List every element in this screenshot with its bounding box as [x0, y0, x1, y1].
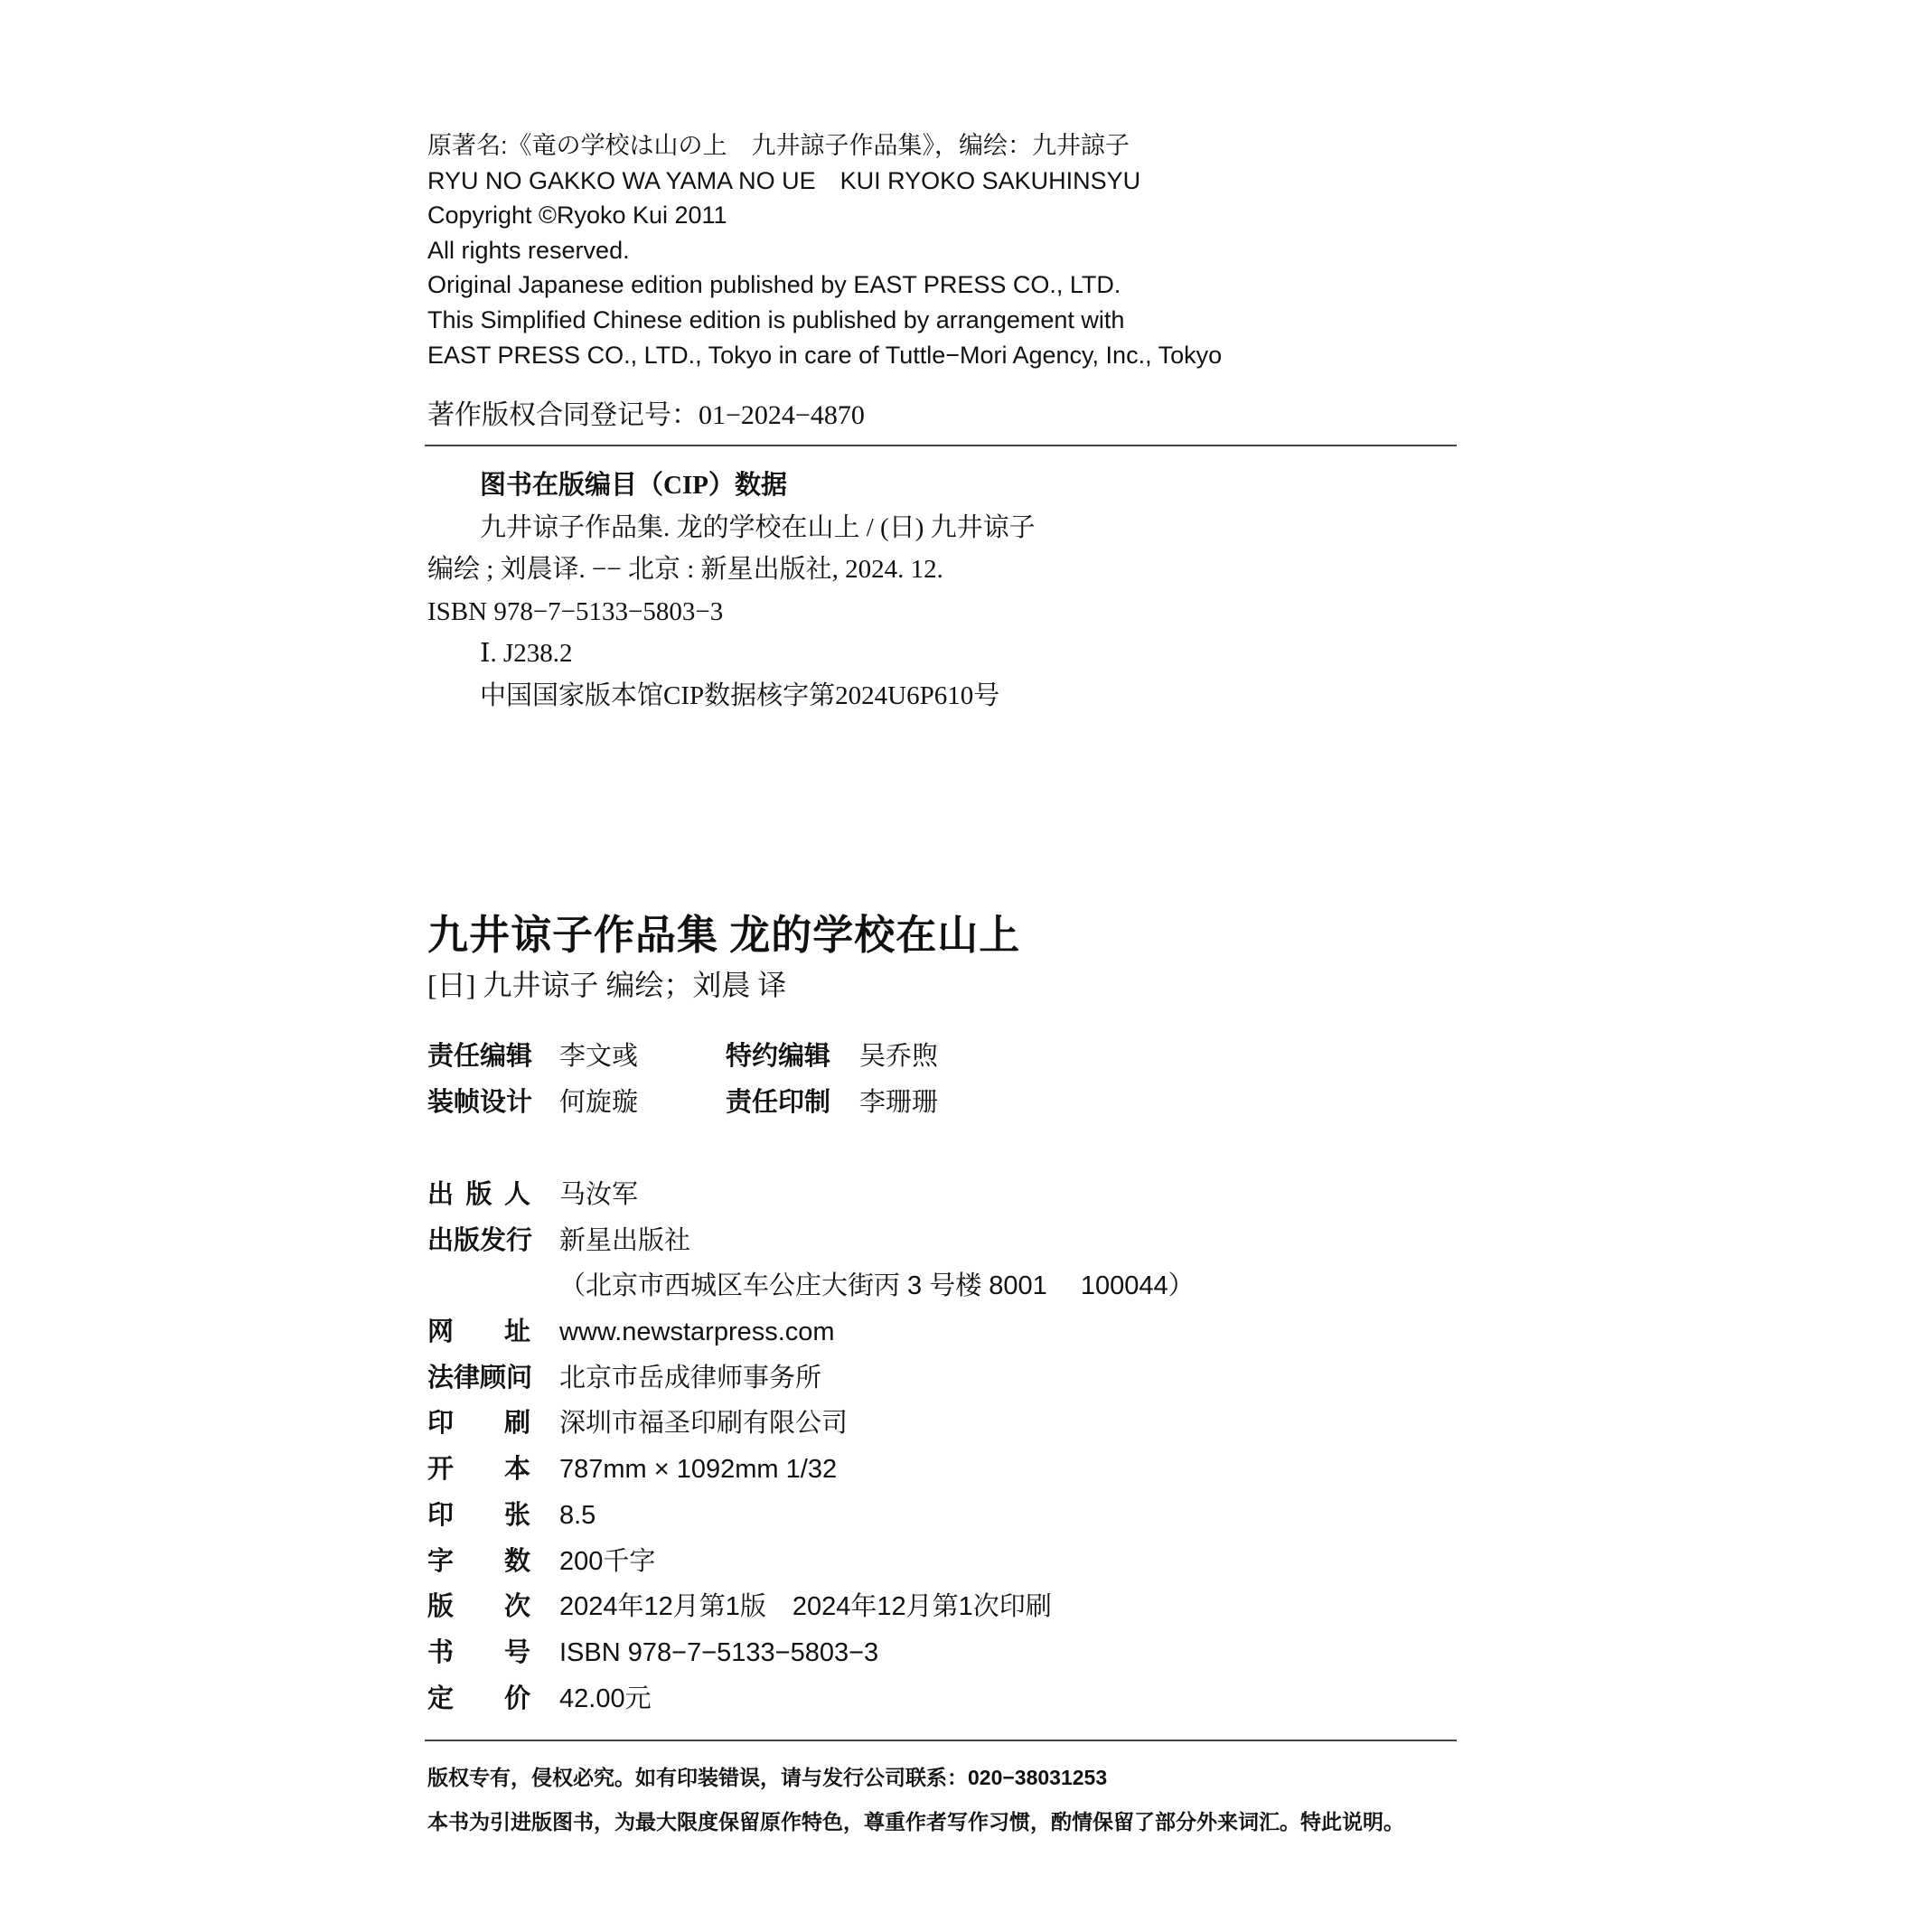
isbn-label [427, 1630, 530, 1676]
label-char: 开 [427, 1455, 455, 1485]
design-label: 装帧设计 [427, 1088, 533, 1117]
label-char: 号 [503, 1637, 530, 1667]
original-edition-line: Original Japanese edition published by EAST PRESS CO., LTD. [427, 271, 1121, 299]
price: 42.00元 [559, 1683, 652, 1713]
label-char: 人 [503, 1180, 530, 1209]
isbn: ISBN 978−7−5133−5803−3 [559, 1637, 879, 1667]
responsible-editor: 李文彧 [559, 1042, 639, 1071]
format: 787mm × 1092mm 1/32 [559, 1455, 838, 1485]
cip-verification: 中国国家版本馆CIP数据核字第2024U6P610号 [480, 680, 1000, 710]
publisher: 新星出版社 [559, 1225, 691, 1255]
label-char: 定 [427, 1683, 455, 1713]
word-count: 200千字 [559, 1546, 656, 1576]
label-char: 字 [427, 1546, 455, 1576]
publisher-label: 出版发行 [427, 1225, 533, 1255]
special-editor-label: 特约编辑 [726, 1042, 831, 1071]
printing-supervisor-label: 责任印制 [726, 1088, 831, 1117]
label-char: 刷 [503, 1409, 530, 1439]
cip-heading: 图书在版编目（CIP）数据 [480, 471, 787, 500]
printer-label [427, 1401, 530, 1447]
cip-data [427, 464, 1036, 717]
legal-label: 法律顾问 [427, 1363, 533, 1393]
label-char: 本 [503, 1455, 530, 1485]
publisher-person-label [427, 1172, 530, 1218]
edition: 2024年12月第1版 2024年12月第1次印刷 [559, 1592, 1052, 1622]
printing-supervisor: 李珊珊 [859, 1088, 939, 1117]
divider-bottom [425, 1740, 1457, 1741]
price-label [427, 1676, 530, 1722]
cip-line: 编绘 ; 刘晨译. −− 北京 : 新星出版社, 2024. 12. [427, 555, 943, 584]
agency-line: EAST PRESS CO., LTD., Tokyo in care of Tuttle−Mori Agency, Inc., Tokyo [427, 341, 1223, 369]
label-char: 价 [503, 1683, 530, 1713]
words-label [427, 1539, 530, 1585]
cip-classification: Ⅰ. J238.2 [480, 639, 573, 668]
registration-number: 著作版权合同登记号：01−2024−4870 [427, 400, 865, 430]
book-byline: [日] 九井谅子 编绘；刘晨 译 [427, 969, 787, 1001]
rights-line: All rights reserved. [427, 236, 630, 264]
copyright-notice-footer: 版权专有，侵权必究。如有印装错误，请与发行公司联系：020−38031253 [427, 1766, 1108, 1789]
label-char: 版 [427, 1592, 455, 1622]
designer: 何旋璇 [559, 1088, 639, 1117]
printer: 深圳市福圣印刷有限公司 [559, 1409, 849, 1439]
label-char: 印 [427, 1409, 455, 1439]
website-link[interactable]: www.newstarpress.com [559, 1318, 835, 1347]
original-title-line: 原著名:《竜の学校は山の上 九井諒子作品集》，编绘：九井諒子 [427, 132, 1130, 159]
label-char: 数 [503, 1546, 530, 1576]
import-notice-footer: 本书为引进版图书，为最大限度保留原作特色，尊重作者写作习惯，酌情保留了部分外来词汇。特此说明。 [427, 1810, 1404, 1834]
book-title: 九井谅子作品集 龙的学校在山上 [427, 913, 1021, 958]
publisher-person: 马汝军 [559, 1180, 639, 1209]
cip-line: 九井谅子作品集. 龙的学校在山上 / (日) 九井谅子 [480, 512, 1036, 542]
label-char: 印 [427, 1500, 455, 1530]
sheets-label [427, 1493, 530, 1539]
divider-top [425, 445, 1457, 446]
copyright-line: Copyright ©Ryoko Kui 2011 [427, 202, 727, 230]
romanized-title-line: RYU NO GAKKO WA YAMA NO UE KUI RYOKO SAKUHINSYU [427, 166, 1141, 194]
label-char: 书 [427, 1637, 455, 1667]
special-editor: 吴乔煦 [859, 1042, 939, 1071]
format-label [427, 1447, 530, 1493]
edition-label [427, 1584, 530, 1630]
cip-isbn: ISBN 978−7−5133−5803−3 [427, 596, 724, 626]
label-char: 网 [427, 1318, 455, 1347]
arrangement-line: This Simplified Chinese edition is published by arrangement with [427, 305, 1125, 333]
label-char: 张 [503, 1500, 530, 1530]
copyright-notice [427, 128, 1222, 372]
legal-counsel: 北京市岳成律师事务所 [559, 1363, 822, 1393]
label-char: 版 [465, 1180, 492, 1209]
website-label [427, 1309, 530, 1355]
label-char: 址 [503, 1318, 530, 1347]
responsible-editor-label: 责任编辑 [427, 1042, 533, 1071]
publisher-address: （北京市西城区车公庄大街丙 3 号楼 8001 100044） [559, 1271, 1195, 1301]
label-char: 次 [503, 1592, 530, 1622]
sheets: 8.5 [559, 1500, 596, 1530]
label-char: 出 [427, 1180, 455, 1209]
